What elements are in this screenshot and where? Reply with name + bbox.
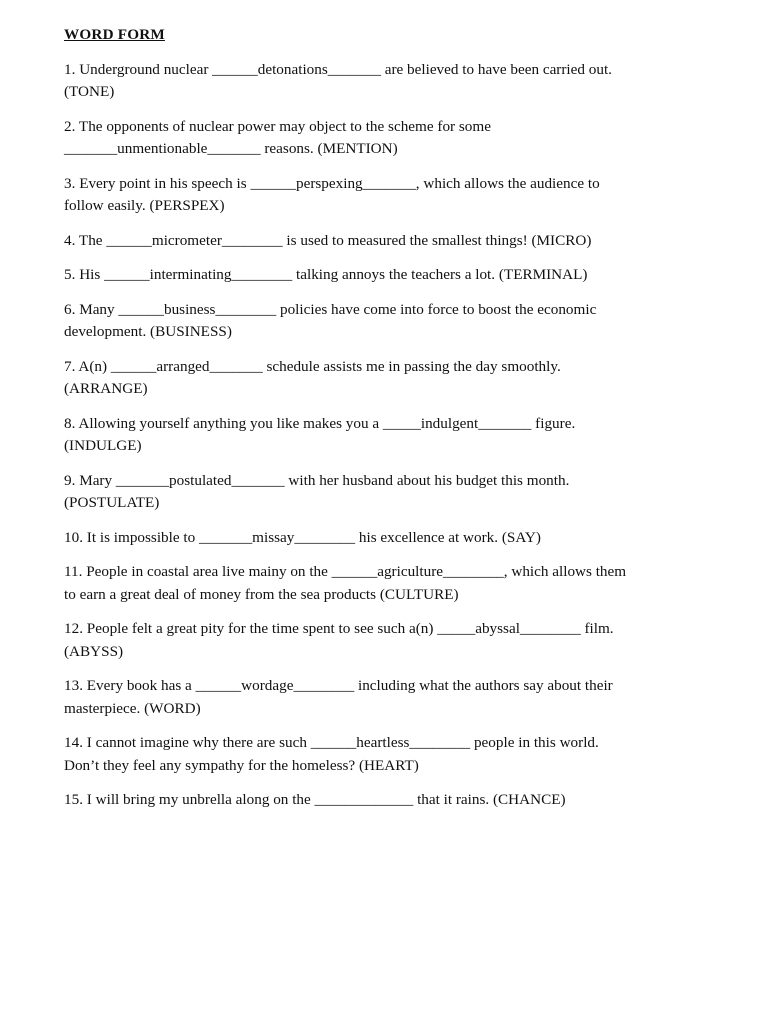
question-item	[64, 264, 744, 287]
question-item	[64, 413, 744, 458]
worksheet-title: WORD FORM	[64, 26, 165, 43]
question-item	[64, 732, 744, 777]
question-text: 3. Every point in his speech is ______perspexing_______, which allows the audience to	[64, 174, 600, 192]
question-text: follow easily. (PERSPEX)	[64, 197, 225, 214]
question-text: 9. Mary _______postulated_______ with her husband about his budget this month.	[64, 471, 570, 489]
question-text: (TONE)	[64, 83, 115, 100]
question-item	[64, 299, 744, 344]
question-item	[64, 470, 744, 515]
question-text: (INDULGE)	[64, 437, 142, 454]
question-text: 1. Underground nuclear ______detonations_______ are believed to have been carried out.	[64, 60, 612, 78]
question-text: (ARRANGE)	[64, 380, 148, 397]
question-text: 4. The ______micrometer________ is used to measured the smallest things! (MICRO)	[64, 231, 592, 249]
question-text: Don’t they feel any sympathy for the homeless? (HEART)	[64, 756, 419, 774]
question-item	[64, 173, 744, 218]
question-text: 14. I cannot imagine why there are such ______heartless________ people in this world.	[64, 734, 599, 751]
question-text: _______unmentionable_______ reasons. (MENTION)	[64, 140, 398, 157]
question-item	[64, 59, 744, 104]
question-item	[64, 230, 744, 253]
question-text: (ABYSS)	[64, 642, 124, 660]
question-item	[64, 356, 744, 401]
question-text: 11. People in coastal area live mainy on the ______agriculture________, which allows them	[64, 563, 627, 580]
question-text: (POSTULATE)	[64, 494, 160, 511]
question-text: 7. A(n) ______arranged_______ schedule assists me in passing the day smoothly.	[64, 357, 561, 375]
question-item	[64, 116, 744, 161]
question-item	[64, 527, 744, 550]
question-item	[64, 618, 744, 663]
question-text: to earn a great deal of money from the sea products (CULTURE)	[64, 585, 459, 603]
worksheet-page	[64, 24, 744, 824]
question-text: 10. It is impossible to _______missay________ his excellence at work. (SAY)	[64, 528, 541, 546]
question-item	[64, 789, 744, 812]
question-text: development. (BUSINESS)	[64, 323, 232, 340]
question-text: 13. Every book has a ______wordage________ including what the authors say about their	[64, 677, 613, 694]
question-text: 12. People felt a great pity for the time spent to see such a(n) _____abyssal________ film.	[64, 620, 614, 637]
question-text: 15. I will bring my unbrella along on the _____________ that it rains. (CHANCE)	[64, 791, 566, 808]
question-text: 5. His ______interminating________ talking annoys the teachers a lot. (TERMINAL)	[64, 266, 588, 283]
question-item	[64, 675, 744, 720]
question-text: masterpiece. (WORD)	[64, 699, 201, 717]
question-item	[64, 561, 744, 606]
question-text: 6. Many ______business________ policies have come into force to boost the economic	[64, 300, 597, 318]
question-text: 8. Allowing yourself anything you like makes you a _____indulgent_______ figure.	[64, 414, 576, 432]
question-text: 2. The opponents of nuclear power may object to the scheme for some	[64, 117, 491, 135]
